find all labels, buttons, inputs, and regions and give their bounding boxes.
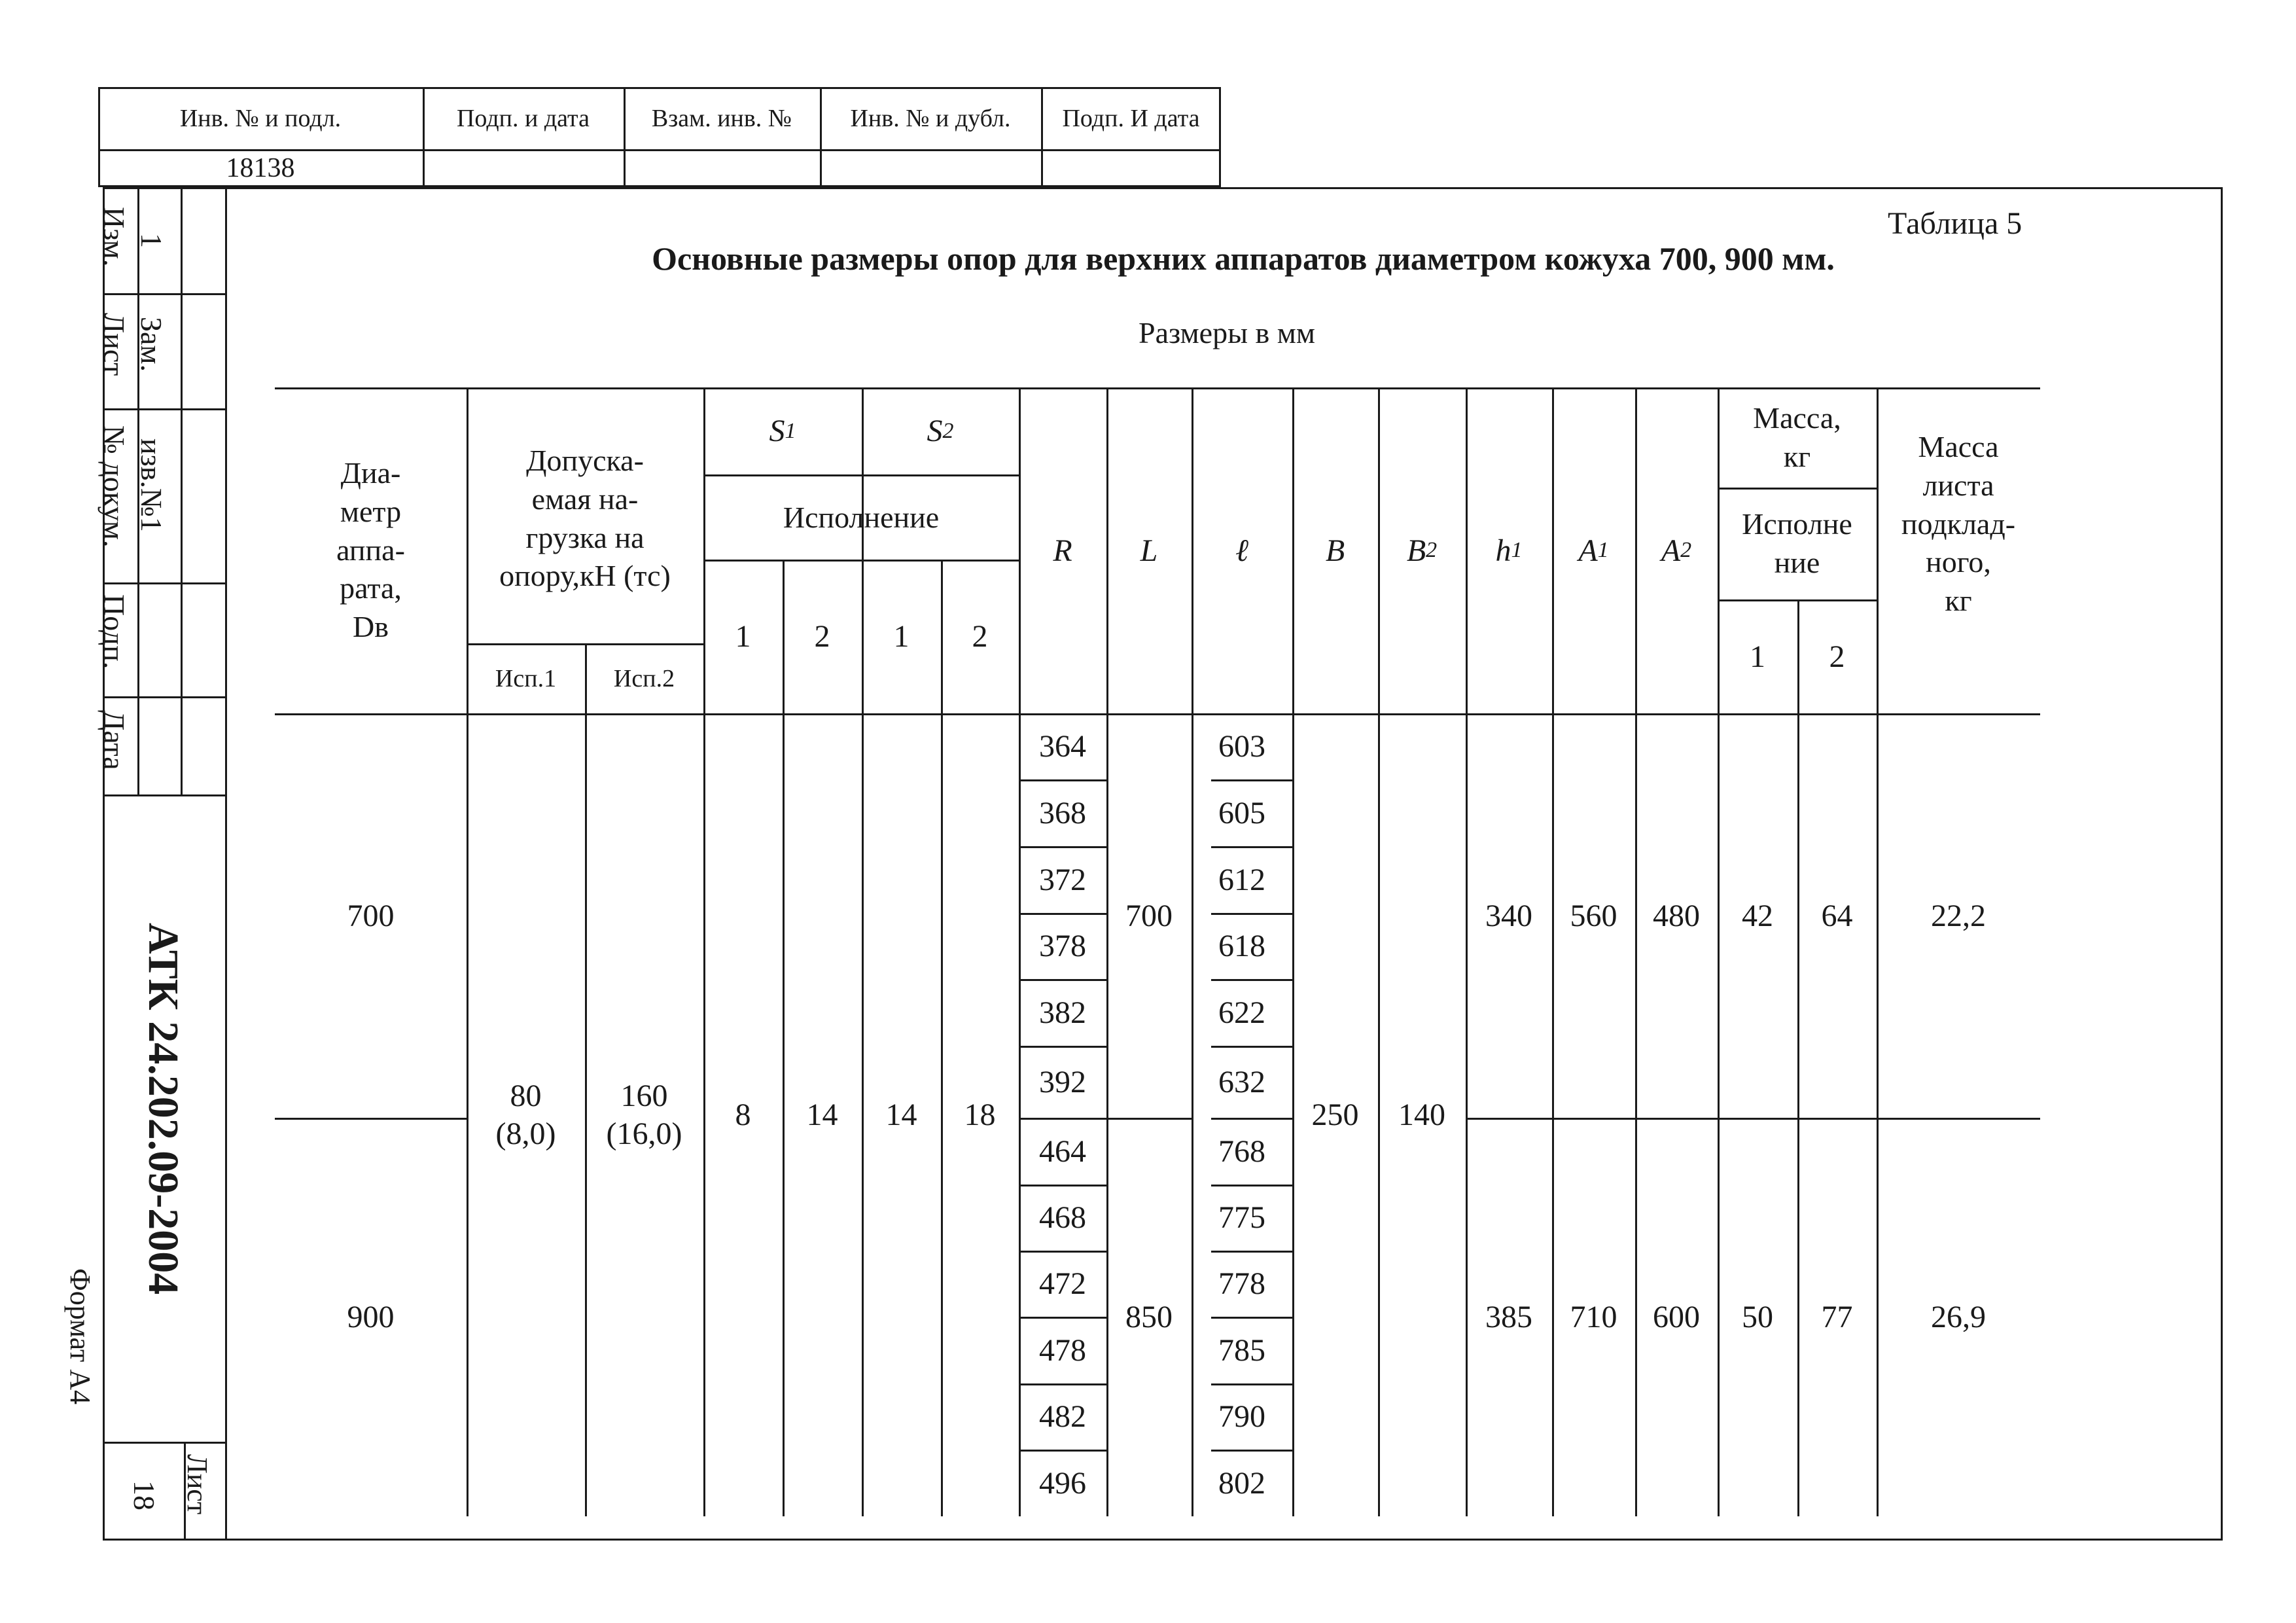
header-isp2: Исп.2 <box>613 664 675 692</box>
cell-l-script: 622 <box>1218 995 1265 1030</box>
cell-diameter: 900 <box>347 1300 395 1334</box>
header-load-line: Допуска- <box>526 443 644 477</box>
cell-r: 478 <box>1039 1332 1086 1368</box>
document-code: АТК 24.202.09-2004 <box>139 923 187 1295</box>
header-l-upper: L <box>1140 533 1158 568</box>
side-divider <box>225 187 227 1541</box>
side-label-izm: Изм. <box>97 207 131 267</box>
cell-r: 368 <box>1039 795 1086 830</box>
cell-l-script: 778 <box>1218 1266 1265 1301</box>
cell-b2: 140 <box>1398 1097 1445 1132</box>
cell-s1-2: 14 <box>806 1097 838 1132</box>
header-diameter <box>275 387 467 713</box>
cell-diameter: 700 <box>347 898 395 933</box>
cell-r: 392 <box>1039 1064 1086 1099</box>
header-diameter-line: Dв <box>353 610 389 644</box>
cell-mass-1: 50 <box>1742 1300 1773 1334</box>
cell-load-isp2-value: 160 <box>620 1078 668 1113</box>
sheet-label: Лист <box>181 1454 213 1515</box>
header-s1-n2: 2 <box>814 619 830 654</box>
header-diameter-line: Диа- <box>340 455 401 490</box>
header-mass-line: кг <box>1783 439 1811 473</box>
cell-s2-2: 18 <box>964 1097 996 1132</box>
header-mass-isp-line: Исполне <box>1742 507 1852 541</box>
cell-l-upper: 700 <box>1125 898 1173 933</box>
side-label-list: Лист <box>97 313 131 376</box>
header-diameter-line: рата, <box>340 571 402 605</box>
stamp-label-replace-inv: Взам. инв. № <box>651 104 792 132</box>
cell-sheet-mass: 22,2 <box>1931 898 1986 933</box>
header-l-script: ℓ <box>1235 533 1248 568</box>
page-title: Основные размеры опор для верхних аппаратов диаметром кожуха 700, 900 мм. <box>652 240 1835 277</box>
header-b2-sub: 2 <box>1426 538 1438 562</box>
header-mass-isp-line: ние <box>1774 545 1820 579</box>
cell-r: 382 <box>1039 995 1086 1030</box>
side-divider <box>103 1442 225 1444</box>
side-label-sign: Подп. <box>97 594 131 669</box>
cell-l-script: 785 <box>1218 1332 1265 1368</box>
cell-h1: 385 <box>1485 1300 1532 1334</box>
header-load-line: емая на- <box>531 482 639 516</box>
header-s2-symbol: S <box>927 414 943 448</box>
cell-a2: 600 <box>1653 1300 1700 1334</box>
header-mass <box>1718 387 1877 488</box>
cell-a1: 560 <box>1570 898 1617 933</box>
header-a1-sub: 1 <box>1597 538 1609 562</box>
cell-h1: 340 <box>1485 898 1532 933</box>
cell-mass-2: 64 <box>1821 898 1853 933</box>
cell-r: 496 <box>1039 1465 1086 1501</box>
header-mass-isp <box>1718 488 1877 599</box>
cell-r: 464 <box>1039 1133 1086 1169</box>
header-a2-symbol: A <box>1661 533 1681 568</box>
cell-r: 372 <box>1039 862 1086 897</box>
cell-r: 472 <box>1039 1266 1086 1301</box>
header-diameter-line: метр <box>340 494 402 528</box>
cell-mass-1: 42 <box>1742 898 1773 933</box>
header-b2 <box>1378 387 1466 713</box>
cell-l-script: 790 <box>1218 1399 1265 1434</box>
cell-l-upper: 850 <box>1125 1300 1173 1334</box>
header-a2 <box>1635 387 1718 713</box>
header-sheet-mass-line: подклад- <box>1901 507 2016 541</box>
cell-r: 468 <box>1039 1200 1086 1235</box>
header-mass-line: Масса, <box>1753 401 1841 435</box>
header-load <box>467 387 703 643</box>
cell-l-script: 605 <box>1218 795 1265 830</box>
header-a1-symbol: A <box>1578 533 1598 568</box>
cell-load-isp1-value: 80 <box>510 1078 542 1113</box>
header-sheet-mass-line: Масса <box>1918 429 1999 463</box>
table-number: Таблица 5 <box>1888 206 2022 241</box>
header-a2-sub: 2 <box>1680 538 1692 562</box>
stamp-label-inv: Инв. № и подл. <box>179 104 342 132</box>
cell-l-script: 618 <box>1218 929 1265 963</box>
cell-l-script: 612 <box>1218 862 1265 897</box>
cell-load-isp1 <box>467 713 585 1516</box>
side-value-zam: Зам. <box>135 317 168 372</box>
cell-a1: 710 <box>1570 1300 1617 1334</box>
header-s2-n1: 1 <box>893 619 910 654</box>
cell-r: 482 <box>1039 1399 1086 1434</box>
cell-mass-2: 77 <box>1821 1300 1853 1334</box>
cell-s1-1: 8 <box>735 1097 751 1132</box>
stamp-label-sign-date-2: Подп. И дата <box>1062 104 1200 132</box>
cell-load-isp2 <box>585 713 703 1516</box>
cell-b: 250 <box>1311 1097 1359 1132</box>
header-h1-symbol: h <box>1495 533 1511 568</box>
side-divider <box>103 794 225 796</box>
cell-l-script: 768 <box>1218 1133 1265 1169</box>
cell-l-script: 632 <box>1218 1064 1265 1099</box>
units-note: Размеры в мм <box>1139 315 1315 349</box>
side-value-izm: 1 <box>135 233 168 248</box>
header-mass-n1: 1 <box>1750 639 1765 674</box>
side-label-doc: № докум. <box>97 425 131 548</box>
header-s1-sub: 1 <box>785 418 796 443</box>
header-mass-n2: 2 <box>1829 639 1845 674</box>
header-sheet-mass <box>1877 387 2040 713</box>
header-a1 <box>1552 387 1635 713</box>
side-divider <box>103 696 225 698</box>
side-value-izv: изв.№1 <box>135 438 168 532</box>
header-isp1: Исп.1 <box>495 664 557 692</box>
header-s2-sub: 2 <box>942 418 954 443</box>
header-h1-sub: 1 <box>1511 538 1523 562</box>
cell-a2: 480 <box>1653 898 1700 933</box>
sheet-number: 18 <box>128 1480 161 1510</box>
header-load-line: грузка на <box>525 520 645 554</box>
header-sheet-mass-line: кг <box>1945 584 1972 618</box>
header-s1-n1: 1 <box>735 619 751 654</box>
header-diameter-line: аппа- <box>336 533 405 567</box>
cell-load-isp1-tc: (8,0) <box>495 1116 556 1151</box>
header-h1 <box>1466 387 1552 713</box>
stamp-label-sign-date: Подп. и дата <box>456 104 590 132</box>
header-sheet-mass-line: ного, <box>1926 545 1991 579</box>
cell-r: 364 <box>1039 729 1086 764</box>
header-s1-symbol: S <box>769 414 785 448</box>
side-divider <box>103 582 225 584</box>
header-sheet-mass-line: листа <box>1922 468 1994 502</box>
side-divider <box>103 293 225 295</box>
header-r: R <box>1053 533 1072 568</box>
cell-l-script: 802 <box>1218 1465 1265 1501</box>
cell-load-isp2-tc: (16,0) <box>606 1116 682 1151</box>
header-b: B <box>1325 533 1345 568</box>
header-s1 <box>703 387 862 474</box>
cell-r: 378 <box>1039 929 1086 963</box>
header-ispolnenie: Исполнение <box>783 500 940 534</box>
cell-sheet-mass: 26,9 <box>1931 1300 1986 1334</box>
stamp-label-dup-inv: Инв. № и дубл. <box>850 104 1011 132</box>
side-divider <box>103 408 225 410</box>
side-label-date: Дата <box>97 710 131 770</box>
header-b2-symbol: B <box>1406 533 1426 568</box>
header-s2-n2: 2 <box>972 619 988 654</box>
side-divider <box>181 187 183 796</box>
cell-l-script: 603 <box>1218 729 1265 764</box>
cell-s2-1: 14 <box>885 1097 917 1132</box>
format-label: Формат А4 <box>64 1268 96 1405</box>
header-load-line: опору,кН (тс) <box>499 559 671 593</box>
header-s2 <box>862 387 1019 474</box>
cell-l-script: 775 <box>1218 1200 1265 1235</box>
stamp-inv-number: 18138 <box>226 153 295 183</box>
